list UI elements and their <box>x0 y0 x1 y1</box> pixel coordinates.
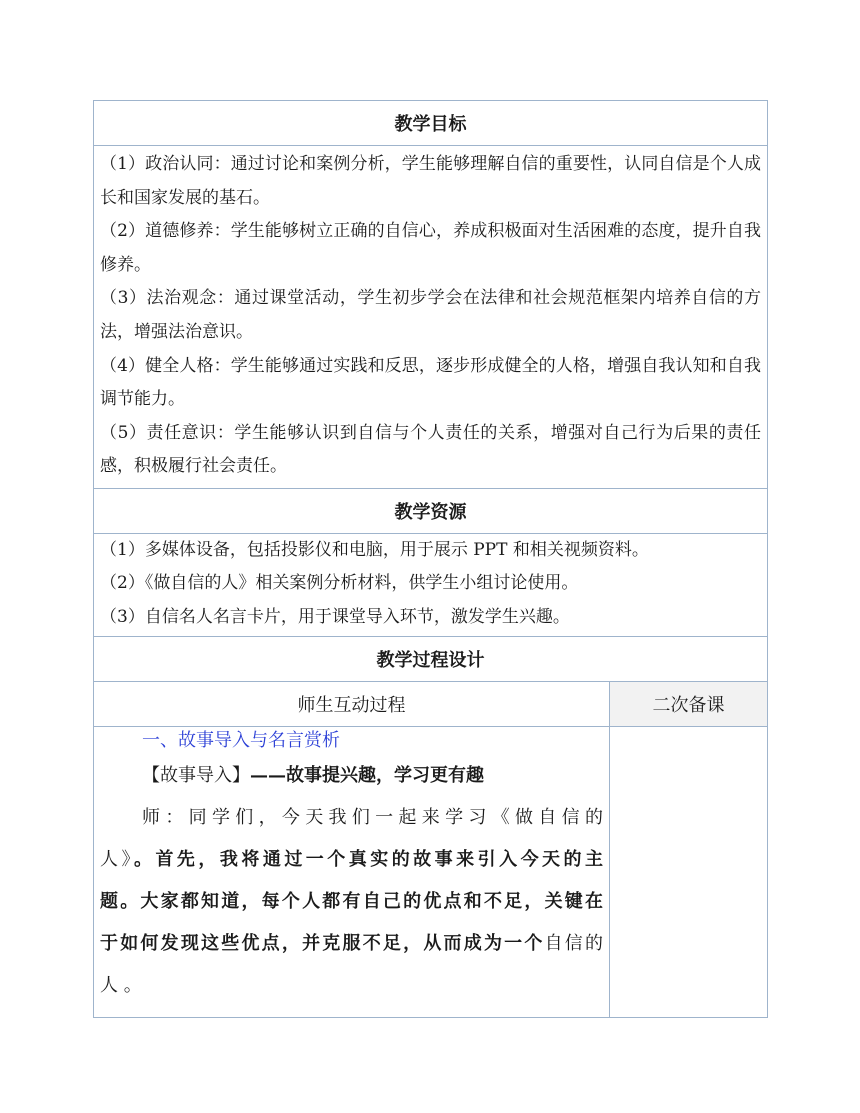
story-intro-line <box>100 755 603 797</box>
resource-item: （2）《做自信的人》相关案例分析材料，供学生小组讨论使用。 <box>100 573 579 594</box>
notes-content <box>610 727 768 1018</box>
step-title: 一、故事导入与名言赏析 <box>142 730 340 752</box>
teacher-line-2-bold: 。首先，我将通过一个真实的故事来引入今天的主 <box>133 849 604 871</box>
interaction-content <box>94 727 610 1018</box>
resources-list <box>94 533 768 637</box>
story-tag: 【故事导入】 <box>142 765 250 787</box>
teacher-line-1: 师：同学们，今天我们一起来学习《做自信的 <box>142 807 603 829</box>
teacher-line-5: 人 。 <box>100 975 142 997</box>
goal-item: （5）责任意识：学生能够认识到自信与个人责任的关系，增强对自己行为后果的责任感，积极履行社会责任。 <box>100 422 761 477</box>
goals-list <box>94 146 768 489</box>
teacher-line-2-normal: 人》 <box>100 849 134 871</box>
goal-item: （1）政治认同：通过讨论和案例分析，学生能够理解自信的重要性，认同自信是个人成长和国家发展的基石。 <box>100 154 761 208</box>
story-tag-rest: ——故事提兴趣，学习更有趣 <box>250 765 484 787</box>
goal-item: （4）健全人格：学生能够通过实践和反思，逐步形成健全的人格，增强自我认知和自我调节能力。 <box>100 355 761 410</box>
resources-title: 教学资源 <box>94 488 768 533</box>
teacher-line-4-bold: 于如何发现这些优点，并克服不足，从而成为一个 <box>100 933 545 955</box>
goal-item: （2）道德修养：学生能够树立正确的自信心，养成积极面对生活困难的态度，提升自我修养。 <box>100 221 761 275</box>
teacher-line-2 <box>100 839 603 881</box>
teacher-line-4 <box>100 923 603 965</box>
interaction-column-header: 师生互动过程 <box>94 682 610 727</box>
teacher-line-3: 题。大家都知道，每个人都有自己的优点和不足，关键在 <box>100 891 603 913</box>
goals-title: 教学目标 <box>94 101 768 146</box>
resource-item: （1）多媒体设备，包括投影仪和电脑，用于展示 PPT 和相关视频资料。 <box>100 539 649 560</box>
goal-item: （3）法治观念：通过课堂活动，学生初步学会在法律和社会规范框架内培养自信的方法，增强法治意识。 <box>100 288 761 342</box>
process-title: 教学过程设计 <box>94 637 768 682</box>
resource-item: （3）自信名人名言卡片，用于课堂导入环节，激发学生兴趣。 <box>100 606 570 627</box>
notes-column-header: 二次备课 <box>610 682 768 727</box>
teacher-line-4-normal: 自信的 <box>544 933 604 955</box>
lesson-plan-table <box>93 100 768 1018</box>
